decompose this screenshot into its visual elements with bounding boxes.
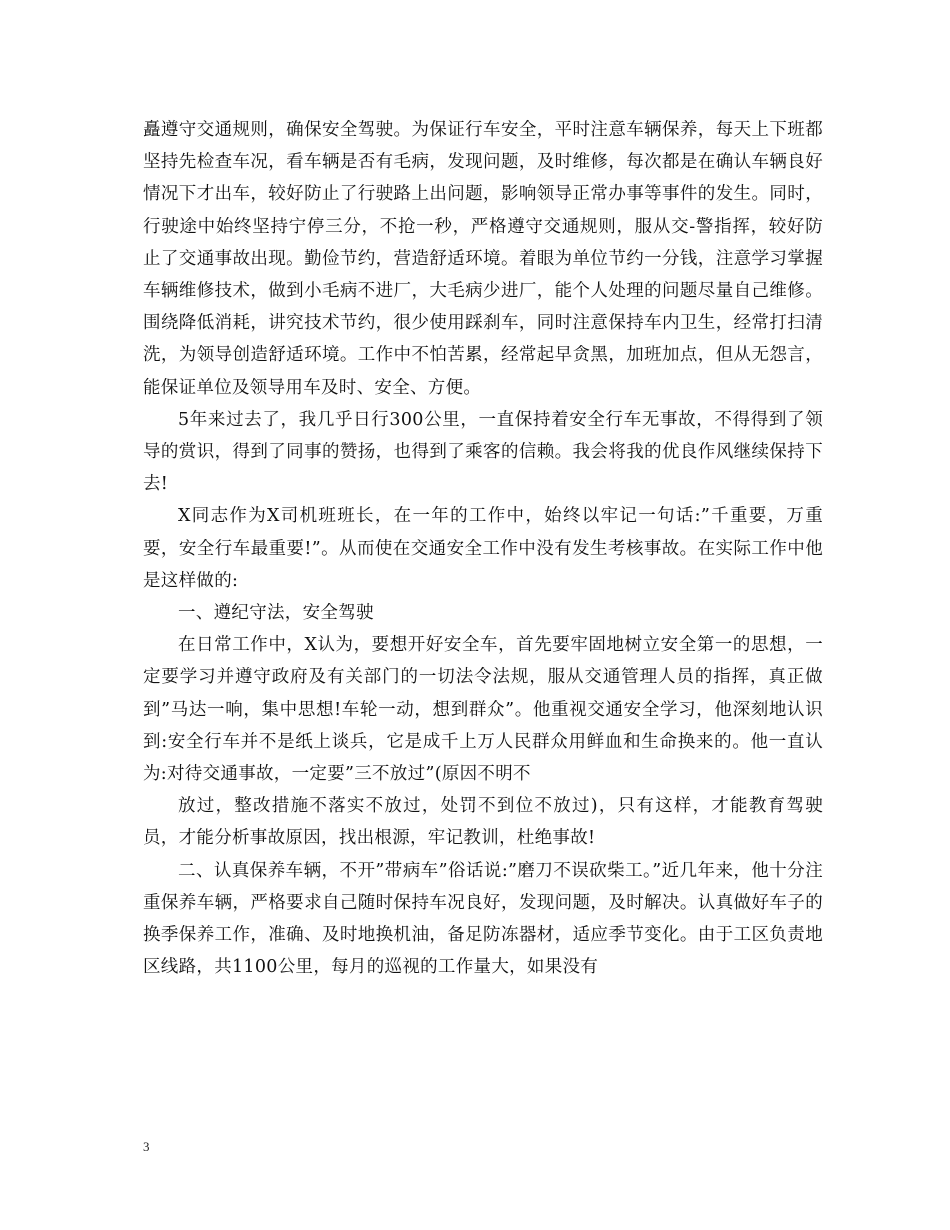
- paragraph-1: 矗遵守交通规则，确保安全驾驶。为保证行车安全，平时注意车辆保养，每天上下班都坚持先检查车况，看车辆是否有毛病，发现问题，及时维修，每次都是在确认车辆良好情况下才出车，较好防止了行驶路上出问题，影响领导正常办事等事件的发生。同时，行驶途中始终坚持宁停三分，不抢一秒，严格遵守交通规则，服从交-警指挥，较好防止了交通事故出现。勤俭节约，营造舒适环境。着眼为单位节约一分钱，注意学习掌握车辆维修技术，做到小毛病不进厂，大毛病少进厂，能个人处理的问题尽量自己维修。围绕降低消耗，讲究技术节约，很少使用踩刹车，同时注意保持车内卫生，经常打扫清洗，为领导创造舒适环境。工作中不怕苦累，经常起早贪黑，加班加点，但从无怨言，能保证单位及领导用车及时、安全、方便。: [143, 120, 823, 398]
- page-number: 3: [143, 1139, 150, 1154]
- paragraph-6: 二、认真保养车辆，不开”带病车”俗话说:”磨刀不误砍柴工。”近几年来，他十分注重保养车辆，严格要求自己随时保持车况良好，发现问题，及时解决。认真做好车子的换季保养工作，准确、及时地换机油，备足防冻器材，适应季节变化。由于工区负责地区线路，共1100公里，每月的巡视的工作量大，如果没有: [143, 860, 823, 978]
- paragraph-4: 在日常工作中，X认为，要想开好安全车，首先要牢固地树立安全第一的思想，一定要学习并遵守政府及有关部门的一切法令法规，服从交通管理人员的指挥，真正做到”马达一响，集中思想!车轮一动，想到群众”。他重视交通安全学习，他深刻地认识到:安全行车并不是纸上谈兵，它是成千上万人民群众用鲜血和生命换来的。他一直认为:对待交通事故，一定要”三不放过”(原因不明不: [143, 635, 823, 785]
- section-heading-1: 一、遵纪守法，安全驾驶: [178, 603, 374, 624]
- paragraph-5: 放过，整改措施不落实不放过，处罚不到位不放过)，只有这样，才能教育驾驶员，才能分析事故原因，找出根源，牢记教训，杜绝事故!: [143, 796, 823, 849]
- document-body: [143, 114, 823, 983]
- paragraph-2: 5年来过去了，我几乎日行300公里，一直保持着安全行车无事故，不得得到了领导的赏识，得到了同事的赞扬，也得到了乘客的信赖。我会将我的优良作风继续保持下去!: [143, 409, 823, 495]
- paragraph-3: X同志作为X司机班班长，在一年的工作中，始终以牢记一句话:”千重要，万重要，安全行车最重要!”。从而使在交通安全工作中没有发生考核事故。在实际工作中他是这样做的:: [143, 506, 823, 591]
